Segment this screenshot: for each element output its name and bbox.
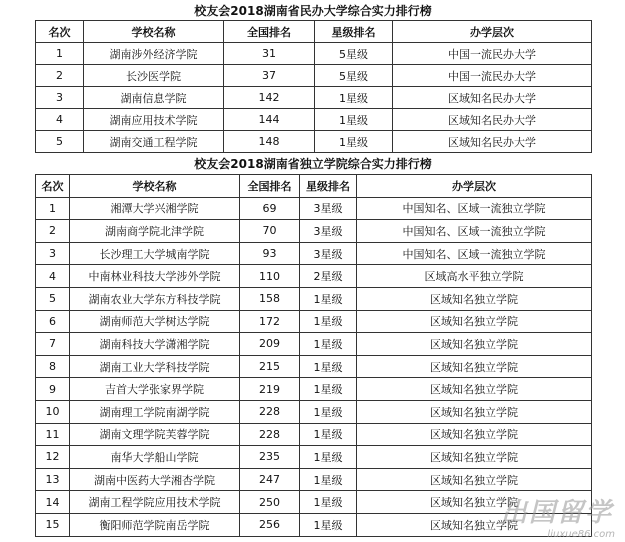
table-row <box>36 287 592 310</box>
cell-school-name: 吉首大学张家界学院 <box>70 378 240 401</box>
cell-star-rating: 1星级 <box>300 513 357 536</box>
table-row <box>36 446 592 469</box>
cell-national-rank: 172 <box>240 310 300 333</box>
cell-national-rank: 110 <box>240 265 300 288</box>
cell-school-name: 湖南农业大学东方科技学院 <box>70 287 240 310</box>
header-national-rank: 全国排名 <box>240 175 300 198</box>
cell-school-name: 湖南工程学院应用技术学院 <box>70 491 240 514</box>
cell-school-level: 中国知名、区域一流独立学院 <box>357 220 592 243</box>
cell-star-rating: 1星级 <box>300 378 357 401</box>
cell-star-rating: 3星级 <box>300 242 357 265</box>
cell-star-rating: 1星级 <box>300 287 357 310</box>
cell-national-rank: 144 <box>224 109 315 131</box>
cell-school-name: 衡阳师范学院南岳学院 <box>70 513 240 536</box>
table-row <box>36 355 592 378</box>
table-row <box>36 378 592 401</box>
table1-body <box>36 43 592 153</box>
cell-school-level: 区域知名独立学院 <box>357 513 592 536</box>
cell-school-level: 中国知名、区域一流独立学院 <box>357 197 592 220</box>
cell-school-level: 区域知名民办大学 <box>393 87 592 109</box>
header-school-level: 办学层次 <box>357 175 592 198</box>
table-row <box>36 220 592 243</box>
cell-star-rating: 1星级 <box>315 131 393 153</box>
table-row <box>36 109 592 131</box>
cell-school-level: 区域知名独立学院 <box>357 400 592 423</box>
watermark-text: 出国留学 <box>500 498 613 528</box>
cell-star-rating: 1星级 <box>300 423 357 446</box>
cell-school-level: 区域知名独立学院 <box>357 355 592 378</box>
cell-rank: 12 <box>36 446 70 469</box>
cell-star-rating: 1星级 <box>315 87 393 109</box>
header-rank: 名次 <box>36 175 70 198</box>
cell-rank: 1 <box>36 43 84 65</box>
table-row <box>36 65 592 87</box>
cell-rank: 5 <box>36 131 84 153</box>
header-star-rating: 星级排名 <box>315 21 393 43</box>
cell-star-rating: 5星级 <box>315 43 393 65</box>
cell-school-name: 湖南师范大学树达学院 <box>70 310 240 333</box>
cell-rank: 1 <box>36 197 70 220</box>
table-row <box>36 491 592 514</box>
cell-rank: 4 <box>36 109 84 131</box>
cell-school-name: 湖南涉外经济学院 <box>84 43 224 65</box>
cell-national-rank: 93 <box>240 242 300 265</box>
cell-rank: 3 <box>36 242 70 265</box>
table-row <box>36 513 592 536</box>
table2-title: 校友会2018湖南省独立学院综合实力排行榜 <box>194 157 432 171</box>
cell-school-level: 中国知名、区域一流独立学院 <box>357 242 592 265</box>
cell-rank: 11 <box>36 423 70 446</box>
cell-school-name: 湖南商学院北津学院 <box>70 220 240 243</box>
table-row <box>36 43 592 65</box>
header-school-level: 办学层次 <box>393 21 592 43</box>
cell-national-rank: 219 <box>240 378 300 401</box>
cell-star-rating: 2星级 <box>300 265 357 288</box>
cell-national-rank: 247 <box>240 468 300 491</box>
cell-national-rank: 215 <box>240 355 300 378</box>
cell-rank: 2 <box>36 220 70 243</box>
cell-school-name: 湖南中医药大学湘杏学院 <box>70 468 240 491</box>
table-header-row <box>36 21 592 43</box>
cell-school-name: 湖南工业大学科技学院 <box>70 355 240 378</box>
cell-school-level: 区域知名独立学院 <box>357 333 592 356</box>
cell-national-rank: 148 <box>224 131 315 153</box>
cell-star-rating: 5星级 <box>315 65 393 87</box>
cell-rank: 7 <box>36 333 70 356</box>
cell-school-level: 区域知名独立学院 <box>357 378 592 401</box>
table-row <box>36 242 592 265</box>
cell-star-rating: 1星级 <box>300 446 357 469</box>
cell-national-rank: 31 <box>224 43 315 65</box>
cell-star-rating: 1星级 <box>300 468 357 491</box>
table-row <box>36 197 592 220</box>
cell-national-rank: 142 <box>224 87 315 109</box>
cell-star-rating: 3星级 <box>300 220 357 243</box>
cell-school-name: 湖南文理学院芙蓉学院 <box>70 423 240 446</box>
header-school-name: 学校名称 <box>70 175 240 198</box>
cell-school-name: 湖南科技大学潇湘学院 <box>70 333 240 356</box>
cell-rank: 8 <box>36 355 70 378</box>
cell-school-level: 区域知名独立学院 <box>357 446 592 469</box>
cell-national-rank: 228 <box>240 423 300 446</box>
cell-star-rating: 1星级 <box>300 310 357 333</box>
cell-school-name: 中南林业科技大学涉外学院 <box>70 265 240 288</box>
header-national-rank: 全国排名 <box>224 21 315 43</box>
table-header-row <box>36 175 592 198</box>
cell-star-rating: 3星级 <box>300 197 357 220</box>
cell-school-level: 区域知名独立学院 <box>357 491 592 514</box>
cell-rank: 14 <box>36 491 70 514</box>
independent-college-ranking-table <box>35 174 592 537</box>
cell-national-rank: 228 <box>240 400 300 423</box>
cell-national-rank: 209 <box>240 333 300 356</box>
table-row <box>36 423 592 446</box>
table1-title: 校友会2018湖南省民办大学综合实力排行榜 <box>194 4 432 18</box>
cell-star-rating: 1星级 <box>300 491 357 514</box>
cell-national-rank: 158 <box>240 287 300 310</box>
cell-school-name: 南华大学船山学院 <box>70 446 240 469</box>
table-row <box>36 468 592 491</box>
cell-rank: 6 <box>36 310 70 333</box>
cell-national-rank: 69 <box>240 197 300 220</box>
header-school-name: 学校名称 <box>84 21 224 43</box>
table-row <box>36 131 592 153</box>
cell-rank: 15 <box>36 513 70 536</box>
cell-national-rank: 235 <box>240 446 300 469</box>
cell-school-level: 中国一流民办大学 <box>393 43 592 65</box>
cell-rank: 9 <box>36 378 70 401</box>
table-row <box>36 333 592 356</box>
cell-school-name: 湖南信息学院 <box>84 87 224 109</box>
cell-national-rank: 70 <box>240 220 300 243</box>
cell-school-name: 湖南应用技术学院 <box>84 109 224 131</box>
cell-rank: 3 <box>36 87 84 109</box>
cell-national-rank: 256 <box>240 513 300 536</box>
cell-rank: 13 <box>36 468 70 491</box>
header-rank: 名次 <box>36 21 84 43</box>
cell-school-level: 中国一流民办大学 <box>393 65 592 87</box>
cell-school-name: 长沙医学院 <box>84 65 224 87</box>
cell-school-level: 区域知名独立学院 <box>357 423 592 446</box>
table-row <box>36 310 592 333</box>
cell-school-level: 区域知名独立学院 <box>357 310 592 333</box>
cell-star-rating: 1星级 <box>300 400 357 423</box>
table-row <box>36 87 592 109</box>
cell-school-level: 区域高水平独立学院 <box>357 265 592 288</box>
cell-school-name: 湖南交通工程学院 <box>84 131 224 153</box>
table-row <box>36 400 592 423</box>
watermark-url: liuxue86.com <box>547 529 615 540</box>
cell-school-level: 区域知名民办大学 <box>393 109 592 131</box>
private-university-ranking-table <box>35 20 592 153</box>
cell-school-level: 区域知名民办大学 <box>393 131 592 153</box>
table-row <box>36 265 592 288</box>
cell-rank: 5 <box>36 287 70 310</box>
cell-star-rating: 1星级 <box>300 355 357 378</box>
table2-body <box>36 197 592 536</box>
cell-school-level: 区域知名独立学院 <box>357 287 592 310</box>
cell-school-name: 湘潭大学兴湘学院 <box>70 197 240 220</box>
cell-school-name: 湖南理工学院南湖学院 <box>70 400 240 423</box>
cell-rank: 10 <box>36 400 70 423</box>
cell-star-rating: 1星级 <box>300 333 357 356</box>
cell-rank: 2 <box>36 65 84 87</box>
cell-national-rank: 37 <box>224 65 315 87</box>
cell-rank: 4 <box>36 265 70 288</box>
header-star-rating: 星级排名 <box>300 175 357 198</box>
cell-national-rank: 250 <box>240 491 300 514</box>
cell-school-level: 区域知名独立学院 <box>357 468 592 491</box>
cell-star-rating: 1星级 <box>315 109 393 131</box>
cell-school-name: 长沙理工大学城南学院 <box>70 242 240 265</box>
